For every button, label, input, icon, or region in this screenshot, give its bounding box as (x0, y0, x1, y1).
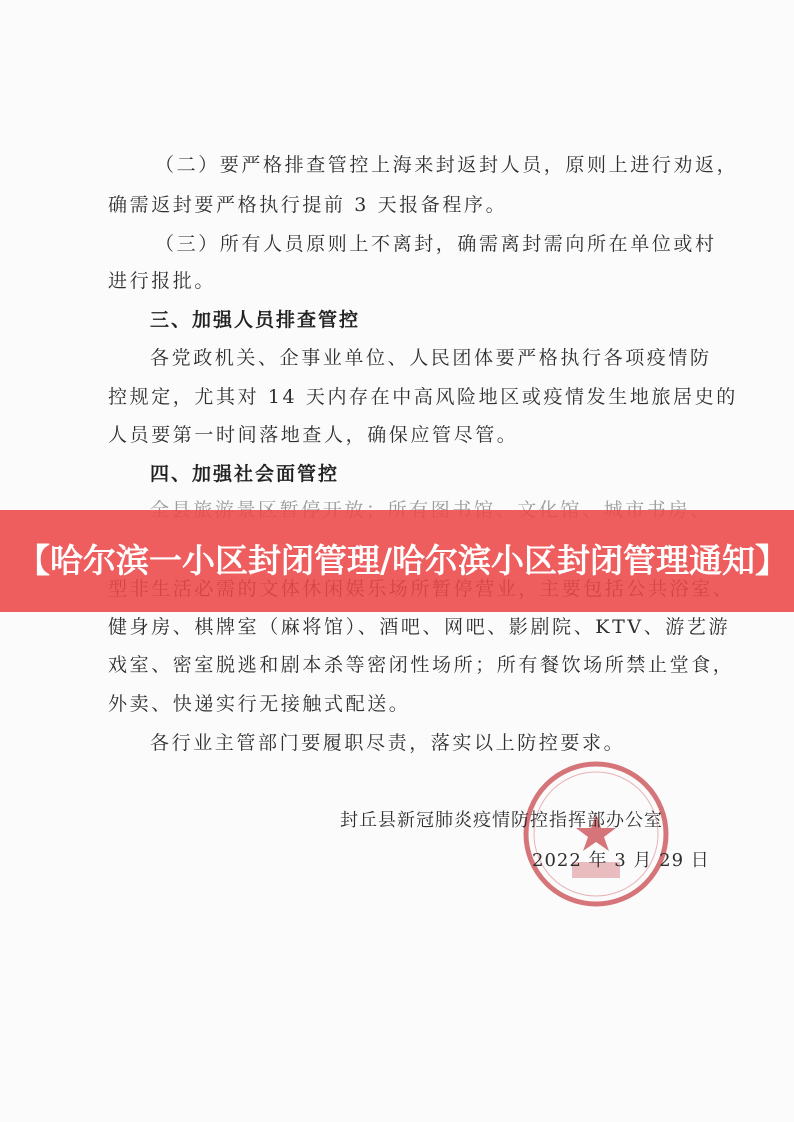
paragraph-line: 控规定，尤其对 14 天内存在中高风险地区或疫情发生地旅居史的 (108, 386, 738, 408)
section-heading: 四、加强社会面管控 (150, 463, 340, 485)
issuer-name: 封丘县新冠肺炎疫情防控指挥部办公室 (340, 810, 663, 831)
paragraph-line: 健身房、棋牌室（麻将馆）、酒吧、网吧、影剧院、KTV、游艺游 (108, 616, 731, 638)
official-seal-icon (520, 758, 672, 910)
issue-date: 2022 年 3 月 29 日 (532, 850, 710, 871)
paragraph-line: 进行报批。 (108, 270, 217, 292)
banner-title: 【哈尔滨一小区封闭管理/哈尔滨小区封闭管理通知】 (17, 541, 789, 580)
title-banner (0, 510, 794, 612)
paragraph-line: （二）要严格排查管控上海来封返封人员，原则上进行劝返， (155, 154, 739, 176)
paragraph-line: 确需返封要严格执行提前 3 天报备程序。 (108, 194, 508, 216)
paragraph-line: （三）所有人员原则上不离封，确需离封需向所在单位或村 (155, 233, 717, 255)
paragraph-line: 戏室、密室脱逃和剧本杀等密闭性场所；所有餐饮场所禁止堂食， (108, 654, 735, 676)
paragraph-line: 外卖、快递实行无接触式配送。 (108, 693, 411, 715)
paragraph-line: 各行业主管部门要履职尽责，落实以上防控要求。 (150, 732, 626, 754)
paragraph-line: 各党政机关、企事业单位、人民团体要严格执行各项疫情防 (150, 347, 712, 369)
paragraph-line: 人员要第一时间落地查人，确保应管尽管。 (108, 424, 519, 446)
section-heading: 三、加强人员排查管控 (150, 309, 361, 331)
